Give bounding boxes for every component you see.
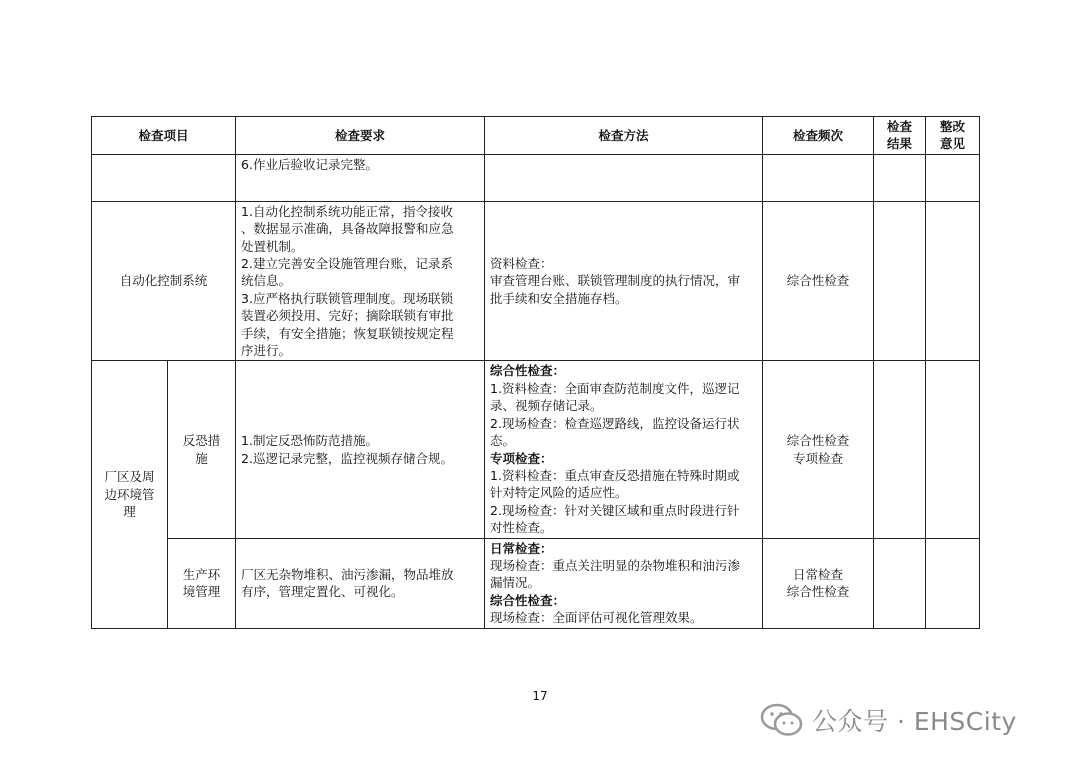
method-line: 漏情况。	[490, 575, 541, 591]
method-line: 2.现场检查：检查巡逻路线，监控设备运行状	[490, 415, 740, 431]
antiterror-method	[485, 361, 763, 538]
subitem-line: 施	[195, 450, 208, 466]
antiterror-frequency	[763, 361, 874, 538]
method-line: 审查管理台账、联锁管理制度的执行情况，审	[490, 273, 741, 289]
table-row-antiterror	[92, 361, 980, 538]
automation-result-cell	[874, 201, 926, 361]
method-line: 1.资料检查：重点审查反恐措施在特殊时期或	[490, 467, 740, 483]
header-rectify-line: 整改	[940, 119, 966, 134]
header-requirement: 检查要求	[236, 117, 485, 155]
method-heading: 综合性检查：	[490, 592, 566, 608]
environment-frequency	[763, 538, 874, 628]
automation-method	[485, 201, 763, 361]
header-method: 检查方法	[485, 117, 763, 155]
method-heading: 日常检查：	[490, 540, 553, 556]
method-line: 批手续和安全措施存档。	[490, 290, 628, 306]
continued-item-cell	[92, 154, 236, 201]
header-frequency: 检查频次	[763, 117, 874, 155]
header-item: 检查项目	[92, 117, 236, 155]
plant-item-line: 边环境管	[104, 486, 155, 502]
table-row-automation	[92, 201, 980, 361]
continued-method-cell	[485, 154, 763, 201]
inspection-table	[91, 116, 980, 629]
environment-subitem	[168, 538, 236, 628]
frequency-line: 综合性检查	[786, 584, 850, 600]
plant-item-line: 厂区及周	[104, 469, 155, 485]
header-result-line: 结果	[887, 136, 913, 152]
plant-environment-item	[92, 361, 168, 628]
antiterror-requirement	[236, 361, 485, 538]
subitem-line: 反恐措	[182, 433, 221, 449]
method-line: 态。	[490, 433, 516, 449]
antiterror-subitem	[168, 361, 236, 538]
antiterror-rectify-cell	[926, 361, 980, 538]
method-line: 资料检查：	[490, 256, 553, 272]
header-result-line: 检查	[887, 119, 913, 134]
automation-frequency: 综合性检查	[763, 201, 874, 361]
frequency-line: 综合性检查	[786, 433, 850, 449]
automation-requirement	[236, 201, 485, 361]
header-row	[92, 117, 980, 155]
requirement-line: 厂区无杂物堆积、油污渗漏，物品堆放	[241, 566, 454, 582]
requirement-line: 手续，有安全措施；恢复联锁按规定程	[241, 325, 454, 341]
table-row-continued	[92, 154, 980, 201]
requirement-line: 统信息。	[241, 273, 292, 289]
automation-item: 自动化控制系统	[92, 201, 236, 361]
requirement-line: 有序，管理定置化、可视化。	[241, 584, 404, 600]
continued-requirement: 6.作业后验收记录完整。	[236, 154, 485, 201]
method-line: 针对特定风险的适应性。	[490, 485, 628, 501]
subitem-line: 境管理	[182, 584, 221, 600]
method-line: 现场检查：重点关注明显的杂物堆积和油污渗	[490, 557, 741, 573]
requirement-line: 、数据显示准确，具备故障报警和应急	[241, 221, 454, 237]
frequency-line: 专项检查	[793, 450, 844, 466]
requirement-line: 3.应严格执行联锁管理制度。现场联锁	[241, 290, 453, 306]
requirement-line: 序进行。	[241, 343, 292, 359]
method-line: 录、视频存储记录。	[490, 398, 603, 414]
subitem-line: 生产环	[182, 566, 221, 582]
method-line: 1.资料检查：全面审查防范制度文件，巡逻记	[490, 380, 740, 396]
environment-result-cell	[874, 538, 926, 628]
antiterror-result-cell	[874, 361, 926, 538]
method-heading: 综合性检查：	[490, 363, 566, 379]
header-rectify-line: 意见	[940, 136, 966, 152]
environment-rectify-cell	[926, 538, 980, 628]
automation-rectify-cell	[926, 201, 980, 361]
page-number: 17	[532, 689, 548, 703]
method-line: 对性检查。	[490, 520, 553, 536]
requirement-line: 1.自动化控制系统功能正常，指令接收	[241, 203, 453, 219]
table-row-environment	[92, 538, 980, 628]
environment-method	[485, 538, 763, 628]
frequency-line: 日常检查	[793, 566, 844, 582]
requirement-line: 装置必须投用、完好；摘除联锁有审批	[241, 308, 454, 324]
continued-rectify-cell	[926, 154, 980, 201]
requirement-line: 1.制定反恐怖防范措施。	[241, 433, 378, 449]
method-heading: 专项检查：	[490, 450, 553, 466]
watermark-text: 公众号 · EHSCity	[812, 707, 1017, 736]
watermark	[760, 700, 1017, 740]
environment-requirement	[236, 538, 485, 628]
continued-result-cell	[874, 154, 926, 201]
requirement-line: 处置机制。	[241, 238, 304, 254]
method-line: 现场检查：全面评估可视化管理效果。	[490, 610, 703, 626]
continued-frequency-cell	[763, 154, 874, 201]
method-line: 2.现场检查：针对关键区域和重点时段进行针	[490, 502, 740, 518]
header-rectify	[926, 117, 980, 155]
plant-item-line: 理	[123, 504, 136, 520]
wechat-logo-icon	[760, 702, 804, 738]
requirement-line: 2.巡逻记录完整，监控视频存储合规。	[241, 450, 453, 466]
requirement-line: 2.建立完善安全设施管理台账，记录系	[241, 256, 453, 272]
header-result	[874, 117, 926, 155]
